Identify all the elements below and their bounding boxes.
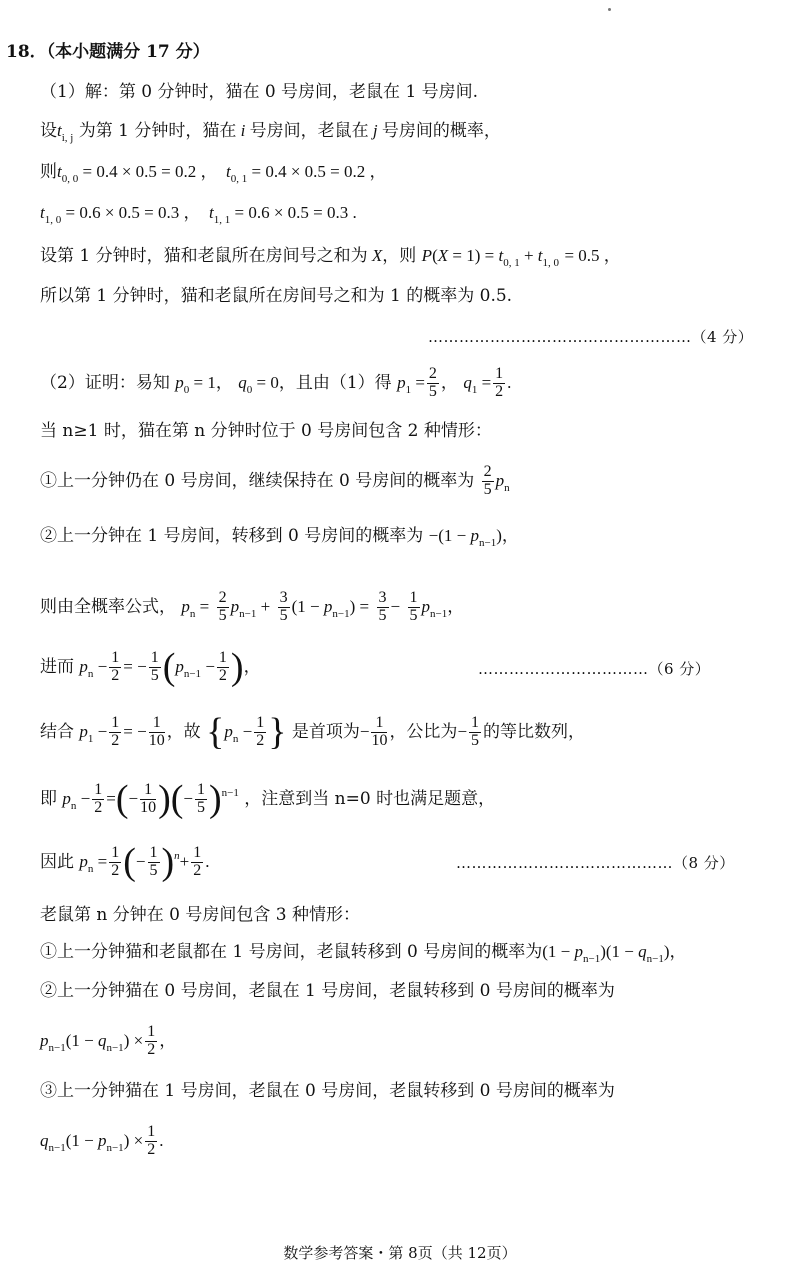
part1-line6: 所以第 1 分钟时，猫和老鼠所在房间号之和为 1 的概率为 0.5. [40, 286, 513, 306]
part2-line12: ②上一分钟猫在 0 号房间，老鼠在 1 号房间，老鼠转移到 0 号房间的概率为 [40, 981, 615, 1001]
part2-line8: 即 $p_n$ − $\frac{1}{2}$ =(− $\frac{1}{10}$ )(− $\frac{1}{5}$ )$^{n-1}$ ，注意到当 n=0 时也满足题意， [40, 778, 496, 821]
part1-line1: （1）解：第 0 分钟时，猫在 0 号房间，老鼠在 1 号房间. [40, 82, 479, 102]
score-8: ……………………………………（8 分） [456, 854, 735, 872]
part1-line5: 设第 1 分钟时，猫和老鼠所在房间号之和为 X，则 $P(X = 1) = t_{0, 1} + t_{1, 0} = 0.5$ ， [40, 246, 621, 269]
part2-line10: 老鼠第 n 分钟在 0 号房间包含 3 种情形： [40, 905, 361, 925]
scan-speck [608, 8, 611, 11]
part2-line3: ①上一分钟仍在 0 号房间，继续保持在 0 号房间的概率为 $\frac{2}{5}$ $p_n$ [40, 463, 510, 498]
part2-line5: 则由全概率公式， $p_n$ = $\frac{2}{5}$ $p_{n-1}$ + $\frac{3}{5}$ $(1 - p_{n-1})$ = $\frac{3}{5}$ − $\frac{1}{5}$ $p_{n-1}$， [40, 589, 465, 624]
part2-line15: $q_{n-1}(1 - p_{n-1})$ × $\frac{1}{2}$ . [40, 1123, 164, 1158]
part1-line4: $t_{1, 0} = 0.6 \times 0.5 = 0.3$ ， $t_{1, 1} = 0.6 \times 0.5 = 0.3$ . [40, 203, 357, 226]
part2-line9: 因此 $p_n$ = $\frac{1}{2}$ (− $\frac{1}{5}$ )$^n$+ $\frac{1}{2}$ . [40, 841, 210, 884]
score-6: ……………………………（6 分） [478, 660, 711, 678]
part2-line6: 进而 $p_n$ − $\frac{1}{2}$ = − $\frac{1}{5}$ ($p_{n-1}$ − $\frac{1}{2}$ )， [40, 646, 261, 689]
part1-line2: 设$t_{i, j}$ 为第 1 分钟时，猫在 i 号房间，老鼠在 j 号房间的概率， [40, 121, 501, 144]
problem-header: 18．（本小题满分 17 分） [6, 42, 210, 62]
part1-line3: 则$t_{0, 0} = 0.4 \times 0.5 = 0.2$ ， $t_{0, 1} = 0.4 \times 0.5 = 0.2$ ， [40, 162, 387, 185]
page-footer: 数学参考答案・第 8页（共 12页） [283, 1244, 517, 1262]
score-4: ……………………………………………（4 分） [428, 328, 754, 346]
part2-line11: ①上一分钟猫和老鼠都在 1 号房间，老鼠转移到 0 号房间的概率为$(1 - p_{n-1})(1 - q_{n-1})$， [40, 942, 687, 965]
part2-line14: ③上一分钟猫在 1 号房间，老鼠在 0 号房间，老鼠转移到 0 号房间的概率为 [40, 1081, 615, 1101]
part2-line7: 结合 $p_1$ − $\frac{1}{2}$ = − $\frac{1}{10}$ ，故 {$p_n$ − $\frac{1}{2}$ } 是首项为− $\frac{1}{10}$ ，公比为− $\frac{1}{5}$ 的等比数列， [40, 711, 586, 754]
part2-line4: ②上一分钟在 1 号房间，转移到 0 号房间的概率为 $-(1 - p_{n-1})$， [40, 526, 519, 549]
part2-line13: $p_{n-1}(1 - q_{n-1})$ × $\frac{1}{2}$ ， [40, 1023, 177, 1058]
part2-line2: 当 n≥1 时，猫在第 n 分钟时位于 0 号房间包含 2 种情形： [40, 421, 492, 441]
part2-line1: （2）证明：易知 $p_0 = 1$， $q_0 = 0$，且由（1）得 $p_1$ = $\frac{2}{5}$ ， $q_1$ = $\frac{1}{2}$ . [40, 365, 512, 400]
